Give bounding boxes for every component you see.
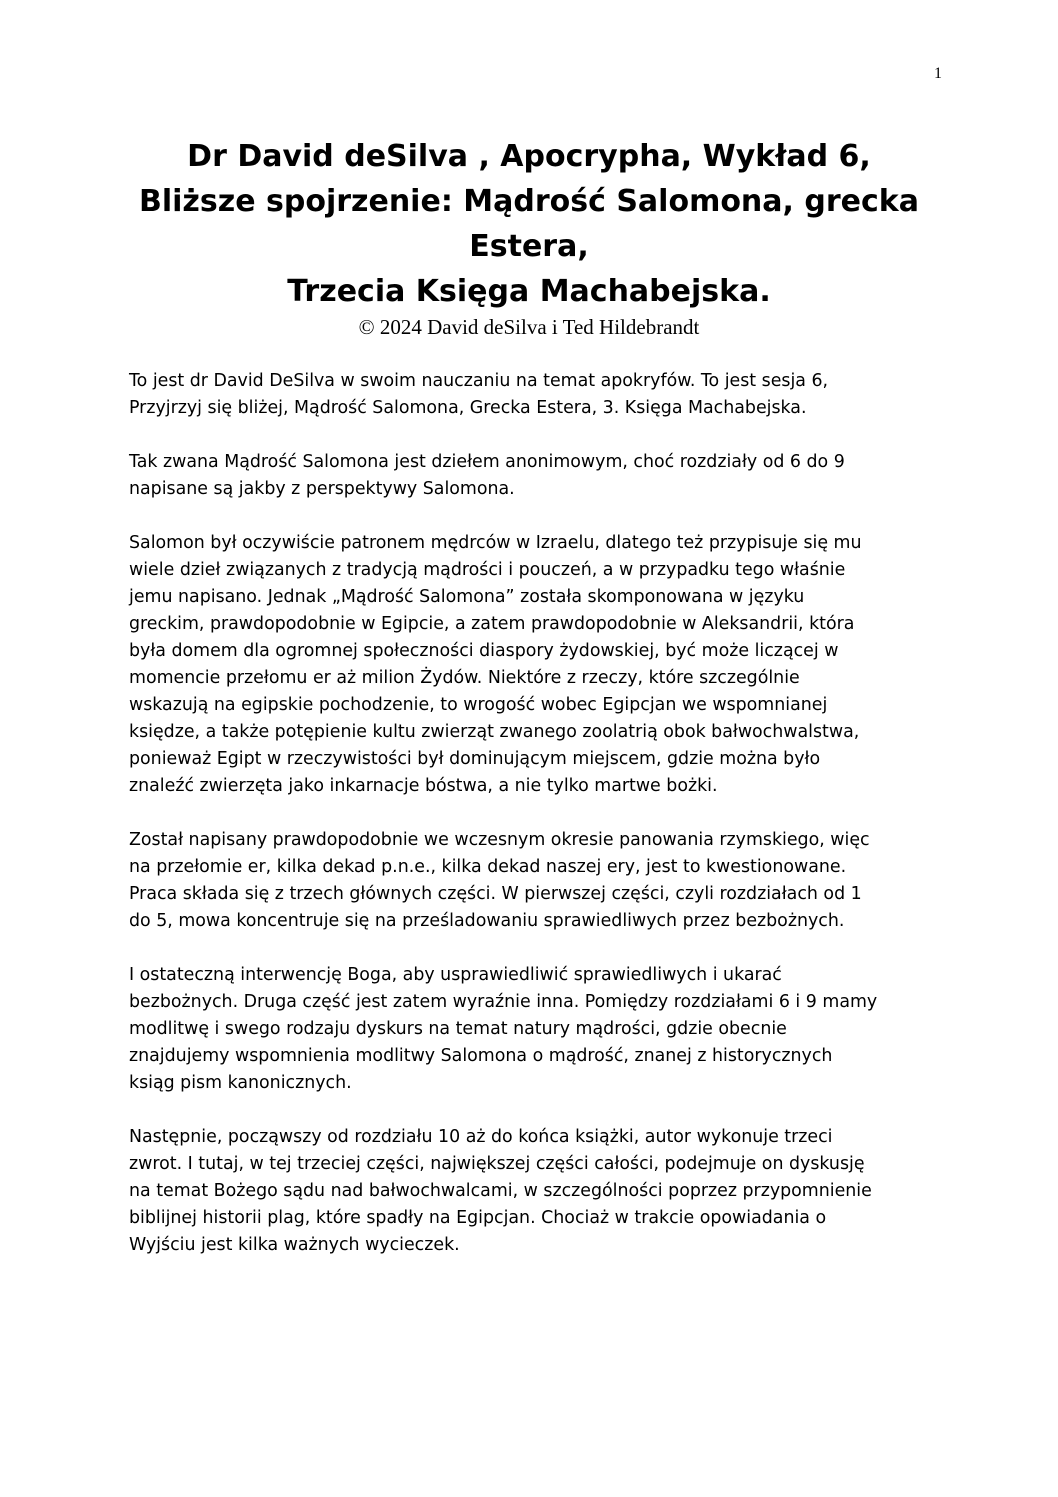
text-line: Przyjrzyj się bliżej, Mądrość Salomona, Grecka Estera, 3. Księga Machabejska.: [129, 398, 807, 418]
page-number: 1: [934, 65, 942, 82]
text-line: znajdujemy wspomnienia modlitwy Salomona o mądrość, znanej z historycznych: [129, 1046, 833, 1066]
paragraph-solomon-patron: [129, 530, 939, 800]
paragraph-second-part: [129, 962, 939, 1097]
text-line: była domem dla ogromnej społeczności diaspory żydowskiej, być może liczącej w: [129, 641, 839, 661]
text-line: Został napisany prawdopodobnie we wczesnym okresie panowania rzymskiego, więc: [129, 830, 870, 850]
paragraph-third-part: [129, 1124, 939, 1259]
text-line: wskazują na egipskie pochodzenie, to wrogość wobec Egipcjan we wspomnianej: [129, 695, 828, 715]
paragraph-anonymous-work: [129, 449, 939, 503]
text-line: Następnie, począwszy od rozdziału 10 aż do końca książki, autor wykonuje trzeci: [129, 1127, 833, 1147]
text-line: wiele dzieł związanych z tradycją mądrości i pouczeń, a w przypadku tego właśnie: [129, 560, 846, 580]
text-line: biblijnej historii plag, które spadły na Egipcjan. Chociaż w trakcie opowiadania o: [129, 1208, 827, 1228]
title-line: Dr David deSilva , Apocrypha, Wykład 6,: [187, 139, 871, 174]
copyright-notice: © 2024 David deSilva i Ted Hildebrandt: [358, 315, 700, 339]
text-line: bezbożnych. Druga część jest zatem wyraźnie inna. Pomiędzy rozdziałami 6 i 9 mamy: [129, 992, 878, 1012]
body-text: [129, 368, 939, 1286]
text-line: napisane są jakby z perspektywy Salomona.: [129, 479, 515, 499]
title-line: Trzecia Księga Machabejska.: [287, 274, 771, 309]
text-line: Salomon był oczywiście patronem mędrców w Izraelu, dlatego też przypisuje się mu: [129, 533, 862, 553]
text-line: Tak zwana Mądrość Salomona jest dziełem anonimowym, choć rozdziały od 6 do 9: [129, 452, 845, 472]
text-line: modlitwę i swego rodzaju dyskurs na temat natury mądrości, gdzie obecnie: [129, 1019, 787, 1039]
title-line: Bliższe spojrzenie: Mądrość Salomona, grecka: [139, 184, 919, 219]
text-line: Wyjściu jest kilka ważnych wycieczek.: [129, 1235, 460, 1255]
text-line: momencie przełomu er aż milion Żydów. Niektóre z rzeczy, które szczególnie: [129, 668, 800, 688]
text-line: ksiąg pism kanonicznych.: [129, 1073, 352, 1093]
document-title: [120, 134, 938, 339]
text-line: Praca składa się z trzech głównych części. W pierwszej części, czyli rozdziałach od 1: [129, 884, 862, 904]
text-line: księdze, a także potępienie kultu zwierząt zwanego zoolatrią obok bałwochwalstwa,: [129, 722, 860, 742]
paragraph-intro: [129, 368, 939, 422]
text-line: do 5, mowa koncentruje się na prześladowaniu sprawiedliwych przez bezbożnych.: [129, 911, 845, 931]
text-line: zwrot. I tutaj, w tej trzeciej części, największej części całości, podejmuje on dyskusję: [129, 1154, 865, 1174]
text-line: ponieważ Egipt w rzeczywistości był dominującym miejscem, gdzie można było: [129, 749, 821, 769]
title-line: Estera,: [469, 229, 589, 264]
text-line: To jest dr David DeSilva w swoim nauczaniu na temat apokryfów. To jest sesja 6,: [129, 371, 829, 391]
text-line: greckim, prawdopodobnie w Egipcie, a zatem prawdopodobnie w Aleksandrii, która: [129, 614, 855, 634]
text-line: znaleźć zwierzęta jako inkarnacje bóstwa, a nie tylko martwe bożki.: [129, 776, 718, 796]
text-line: I ostateczną interwencję Boga, aby usprawiedliwić sprawiedliwych i ukarać: [129, 965, 782, 985]
text-line: jemu napisano. Jednak „Mądrość Salomona” została skomponowana w języku: [129, 587, 805, 607]
text-line: na temat Bożego sądu nad bałwochwalcami, w szczególności poprzez przypomnienie: [129, 1181, 872, 1201]
text-line: na przełomie er, kilka dekad p.n.e., kilka dekad naszej ery, jest to kwestionowane.: [129, 857, 847, 877]
paragraph-dating-structure: [129, 827, 939, 935]
